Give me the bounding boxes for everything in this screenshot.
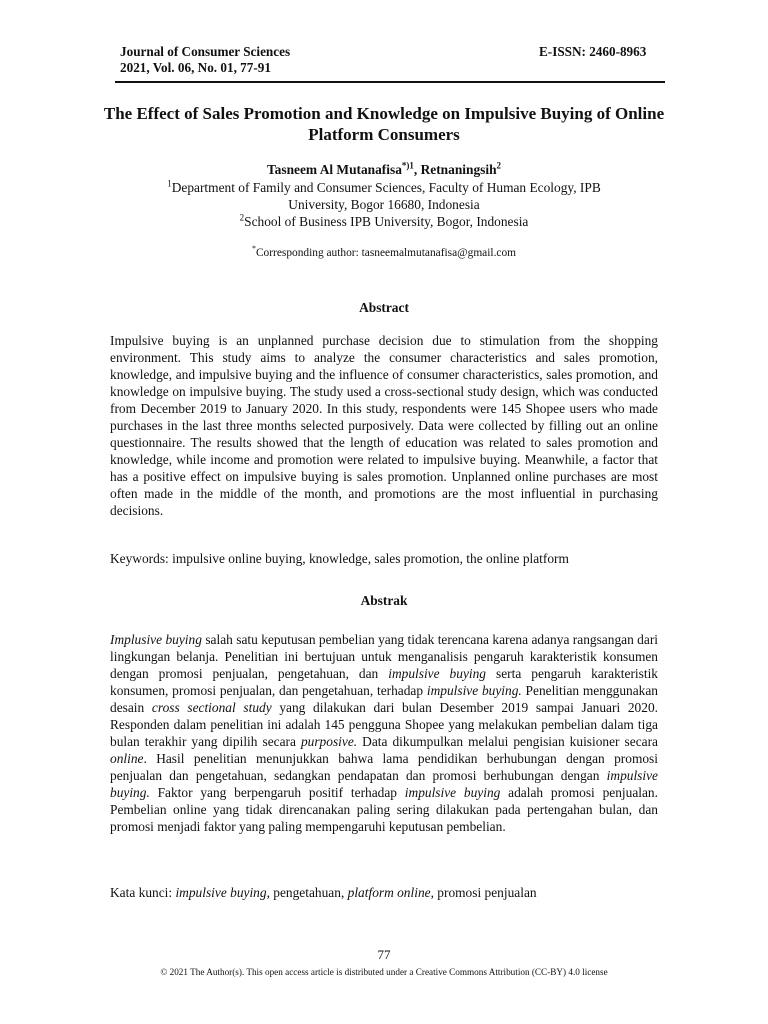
corresponding-email: tasneemalmutanafisa@gmail.com <box>361 247 517 259</box>
abstrak-term: impulsive buying <box>388 666 487 681</box>
abstrak-term: impulsive buying <box>404 785 501 800</box>
abstrak-term: purposive. <box>300 734 358 749</box>
abstrak-keywords-label: Kata kunci: <box>110 885 176 900</box>
affiliation-2-text: School of Business IPB University, Bogor, Indonesia <box>244 214 529 229</box>
corresponding-author <box>0 245 768 261</box>
abstrak-segment: Faktor yang berpengaruh positif terhadap <box>149 785 405 800</box>
author-2-mark: 2 <box>496 160 502 171</box>
affiliation-2-mark: 2 <box>239 212 245 223</box>
affiliation-1-mark: 1 <box>167 178 172 189</box>
author-line <box>0 161 768 179</box>
corresponding-label: Corresponding author <box>255 247 356 259</box>
article-title: The Effect of Sales Promotion and Knowledge on Impulsive Buying of Online Platform Consumers <box>103 104 665 144</box>
abstrak-segment: Penelitian menggunakan desain <box>110 683 659 715</box>
abstrak-keyword: , pengetahuan, <box>266 885 348 900</box>
abstrak-segment: salah satu keputusan pembelian yang tidak terencana karena adanya rangsangan dari lingkungan belanja. Penelitian ini bertujuan untuk menganalisis pengaruh karakteristik konsumen dengan promosi penjualan, pengetahuan, dan <box>110 632 658 681</box>
abstrak-keyword: platform online <box>347 885 431 900</box>
abstrak-term: Implusive buying <box>110 632 202 647</box>
license-notice: © 2021 The Author(s). This open access article is distributed under a Creative Commons Attribution (CC-BY) 4.0 license <box>160 967 608 977</box>
author-1-mark: *)1 <box>401 160 414 171</box>
journal-volume: 2021, Vol. 06, No. 01, 77-91 <box>120 60 271 75</box>
abstrak-text <box>110 631 658 835</box>
abstrak-term: impulsive buying. <box>426 683 522 698</box>
abstract-text: Impulsive buying is an unplanned purchase decision due to stimulation from the shopping environment. This study aims to analyze the consumer characteristics and sales promotion, knowledge, and impulsive buying and the influence of consumer characteristics, sales promotion, and knowledge on impulsive buying. The study used a cross-sectional study design, which was conducted from December 2019 to January 2020. In this study, respondents were 145 Shopee users who made purchases in the last three months selected purposively. Data were collected by filling out an online questionnaire. The results showed that the length of education was related to sales promotion and knowledge, while income and promotion were related to impulsive buying. Meanwhile, a factor that has a positive effect on impulsive buying is sales promotion. Unplanned online purchases are most often made in the middle of the month, and promotions are the most influential in purchasing decisions. <box>110 333 658 518</box>
abstrak-heading: Abstrak <box>360 593 408 608</box>
abstrak-keywords <box>110 884 658 901</box>
abstrak-segment: adalah promosi penjualan. Pembelian online yang tidak direncanakan paling sering dilakukan pada pertengahan bulan, dan promosi menjadi faktor yang paling mempengaruhi keputusan pembelian. <box>110 785 658 834</box>
abstract-keywords: Keywords: impulsive online buying, knowledge, sales promotion, the online platform <box>110 551 569 566</box>
affiliation-1-text: Department of Family and Consumer Sciences, Faculty of Human Ecology, IPB <box>171 180 601 195</box>
abstract-heading: Abstract <box>359 300 409 315</box>
author-2-name: Retnaningsih <box>420 162 497 177</box>
abstrak-segment: Data dikumpulkan melalui pengisian kuisioner secara <box>357 734 658 749</box>
journal-eissn: E-ISSN: 2460-8963 <box>539 44 647 59</box>
author-1-name: Tasneem Al Mutanafisa <box>266 162 402 177</box>
abstrak-term: cross sectional study <box>151 700 272 715</box>
header-rule <box>115 81 665 83</box>
corresponding-mark: * <box>251 244 256 254</box>
affiliation-1-line-1 <box>0 179 768 197</box>
abstrak-keyword: , promosi penjualan <box>430 885 537 900</box>
abstrak-segment: . Hasil penelitian menunjukkan bahwa lama pendidikan berhubungan dengan promosi penjualan dan pengetahuan, sedangkan pendapatan dan promosi berhubungan dengan <box>110 751 658 783</box>
affiliation-2 <box>0 213 768 231</box>
affiliation-1-line-2: University, Bogor 16680, Indonesia <box>288 197 480 212</box>
author-separator: , <box>413 162 421 177</box>
abstrak-keyword: impulsive buying <box>175 885 267 900</box>
corresponding-colon: : <box>355 247 362 259</box>
abstrak-segment: serta pengaruh karakteristik konsumen, promosi penjualan, dan pengetahuan, terhadap <box>110 666 659 698</box>
abstrak-segment: yang dilakukan dari bulan Desember 2019 sampai Januari 2020. Responden dalam penelitian ini adalah 145 pengguna Shopee yang melakukan pembelian dalam tiga bulan terakhir yang dipilih secara <box>110 700 658 749</box>
journal-name: Journal of Consumer Sciences <box>120 44 291 59</box>
abstrak-term: online <box>110 751 144 766</box>
page-number: 77 <box>377 947 391 962</box>
abstrak-term: impulsive buying. <box>110 768 658 800</box>
